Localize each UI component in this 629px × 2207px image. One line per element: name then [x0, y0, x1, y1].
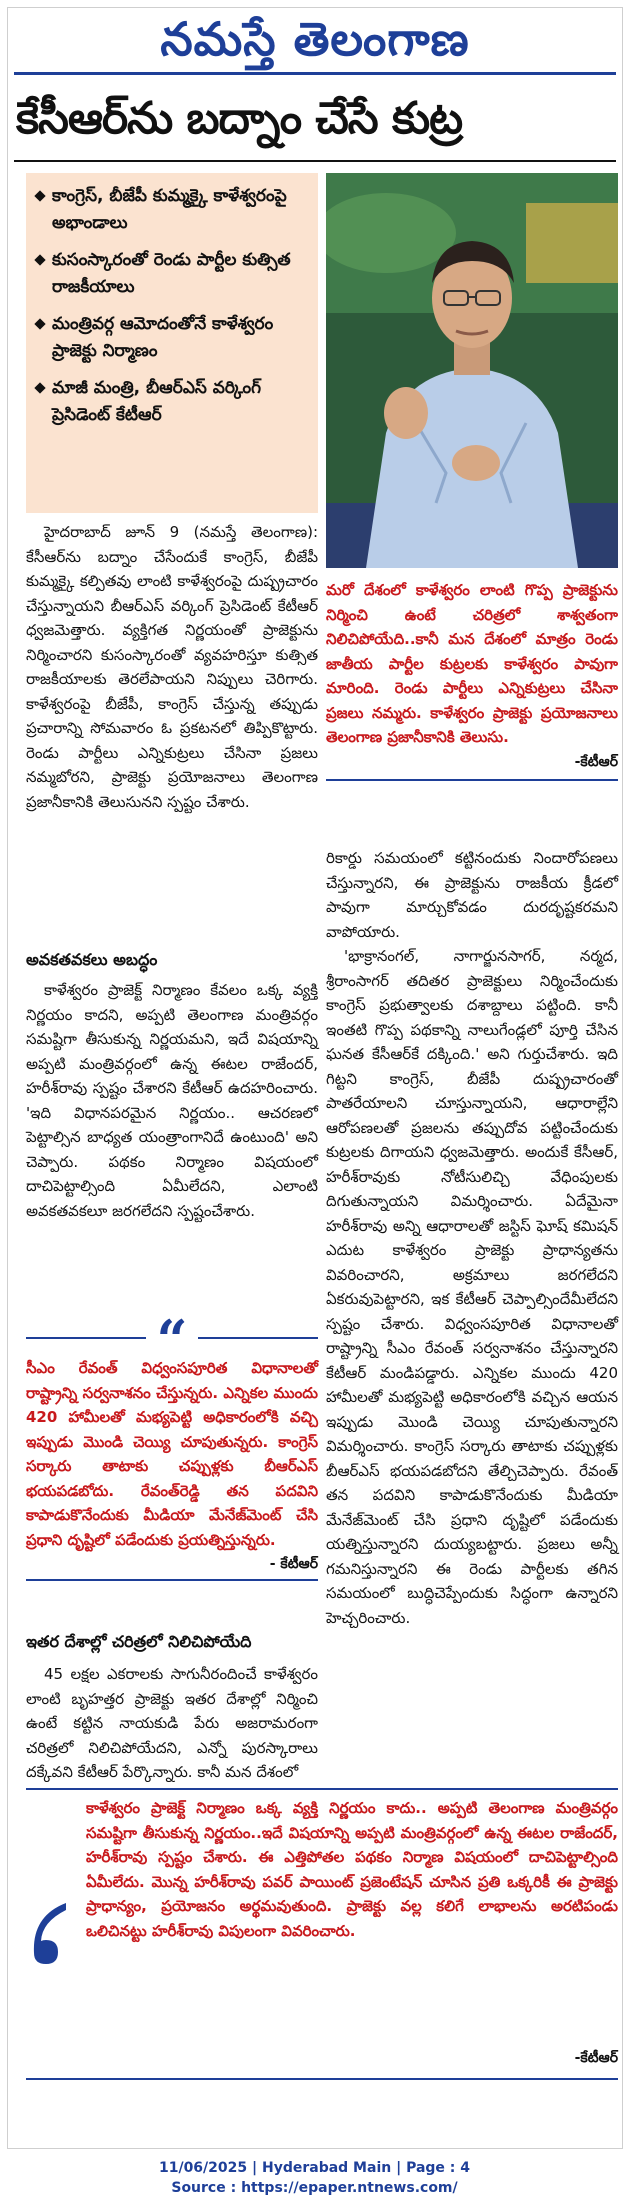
quote-rule-right [198, 1337, 318, 1339]
quote-icon [26, 1898, 74, 1968]
subhead-text: ఇతర దేశాల్లో చరిత్రలో నిలిచిపోయేది [26, 1632, 252, 1651]
masthead-title: నమస్తే తెలంగాణ [160, 12, 470, 66]
lead-paragraph: హైదరాబాద్‌ జూన్‌ 9 (నమస్తే తెలంగాణ): కేసీఆర్‌ను బద్నాం చేసేందుకే కాంగ్రెస్‌, బీజేపీ కుమ్మక్కై కల్పితవు లాంటి కాళేశ్వరంపై దుష్ప్రచారం చేస్తున్నాయని బీఆర్‌ఎస్‌ వర్కింగ్‌ ప్రెసిడెంట్‌ కేటీఆర్‌ ధ్వజమెత్తారు. వ్యక్తిగత నిర్ణయంతో ప్రాజెక్టును నిర్మించారని కుసంస్కారంతో వ్యవహరిస్తూ కుత్సిత రాజకీయాలకు తెరలేపాయని నిప్పులు చెరిగారు. కాళేశ్వరంపై బీజేపీ, కాంగ్రెస్‌ చేస్తున్న తప్పుడు ప్రచారాన్ని సోమవారం ఓ ప్రకటనలో తిప్పికొట్టారు. రెండు పార్టీలు ఎన్నికుట్రలు చేసినా ప్రజలు నమ్మబోరని, ప్రాజెక్టు ప్రయోజనాలు తెలంగాణ ప్రజానీకానికి తెలుసునని స్పష్టం చేశారు. [26, 523, 318, 811]
left-quote-text: సీఎం రేవంత్‌ విధ్వంసపూరిత విధానాలతో రాష్ట్రాన్ని సర్వనాశనం చేస్తున్నరు. ఎన్నికల ముందు 420 హామీలతో మభ్యపెట్టి అధికారంలోకి వచ్చి ఇప్పుడు మొండి చెయ్యి చూపుతున్నరు. కాంగ్రెస్‌ సర్కారు తాటాకు చప్పుళ్లకు బీఆర్‌ఎస్‌ భయపడబోదు. రేవంత్‌రెడ్డి తన పదవిని కాపాడుకొనేందుకు మీడియా మేనేజ్‌మెంట్‌ చేసి ప్రధాని దృష్టిలో పడేందుకు ప్రయత్నిస్తున్నరు. [26, 1359, 318, 1549]
masthead [8, 8, 622, 70]
paragraph-3: 45 లక్షల ఎకరాలకు సాగునీరందించే కాళేశ్వరం లాంటి బృహత్తర ప్రాజెక్టు ఇతర దేశాల్లో నిర్మించి ఉంటే కట్టిన నాయకుడి పేరు అజరామరంగా చరిత్రలో నిలిచిపోయేదని, ఎన్నో పురస్కారాలు దక్కేవని కేటీఆర్‌ పేర్కొన్నారు. కానీ మన దేశంలో [26, 1665, 318, 1781]
section-subhead-2 [26, 1630, 318, 1785]
headline-text: కేసీఆర్‌ను బద్నాం చేసే కుట్ర [16, 93, 463, 144]
paragraph-2: కాళేశ్వరం ప్రాజెక్ట్‌ నిర్మాణం కేవలం ఒక్క వ్యక్తి నిర్ణయం కాదని, అప్పటి తెలంగాణ మంత్రివర్గం సమష్టిగా తీసుకున్న నిర్ణయమని, ఇదే విషయాన్ని అప్పటి మంత్రివర్గంలో ఉన్న ఈటల రాజేందర్‌, హరీశ్‌రావు స్పష్టం చేశారని కేటీఆర్‌ ఉదహరించారు. 'ఇది విధానపరమైన నిర్ణయం.. ఆచరణలో పెట్టాల్సిన బాధ్యత యంత్రాంగానిదే ఉంటుంది' అని చెప్పారు. పథకం నిర్మాణం విషయంలో దాచిపెట్టాల్సింది ఏమీలేదని, ఎలాంటి అవకతవకలూ జరగలేదని స్పష్టంచేశారు. [26, 981, 318, 1220]
highlight-item: కుసంస్కారంతో రెండు పార్టీల కుత్సిత రాజకీయాలు [36, 247, 308, 301]
quote-header [26, 1308, 318, 1372]
left-quote-attribution: - కేటీఆర్‌ [269, 1556, 318, 1572]
lead-article-column [26, 520, 318, 814]
footer-date: 11/06/2025 | Hyderabad Main | Page : 4 [158, 2160, 471, 2176]
left-quote-rule [26, 1579, 318, 1581]
newspaper-clipping [7, 7, 623, 2149]
right-article-column [326, 846, 618, 1630]
highlight-item: మాజీ మంత్రి, బీఆర్‌ఎస్‌ వర్కింగ్‌ ప్రెసిడెంట్‌ కేటీఆర్‌ [36, 375, 308, 429]
section-subhead-1 [26, 948, 318, 1223]
headline [16, 80, 614, 158]
masthead-rule [14, 72, 616, 75]
headline-rule [14, 160, 616, 162]
quote-rule-left [26, 1337, 146, 1339]
highlight-item: కాంగ్రెస్‌, బీజేపీ కుమ్మక్కై కాళేశ్వరంపై అభాండాలు [36, 183, 308, 237]
right-paragraph-1: రికార్డు సమయంలో కట్టినందుకు నిందారోపణలు చేస్తున్నారని, ఈ ప్రాజెక్టును రాజకీయ క్రీడలో పావుగా మార్చుకోవడం దురదృష్టకరమని వాపోయారు. [326, 849, 618, 941]
bottom-quote-attribution: -కేటీఆర్‌ [574, 2050, 618, 2066]
highlights-box [26, 173, 318, 513]
right-quote-attribution: -కేటీఆర్‌ [574, 753, 618, 770]
person-photo-illustration [326, 173, 618, 568]
right-quote-box [326, 578, 618, 781]
bottom-quote-box [26, 1788, 618, 2092]
bottom-quote-rule-bottom [26, 2078, 618, 2080]
right-quote-text: మరో దేశంలో కాళేశ్వరం లాంటి గొప్ప ప్రాజెక్టును నిర్మించి ఉంటే చరిత్రలో శాశ్వతంగా నిలిచిపోయేది..కానీ మన దేశంలో మాత్రం రెండు జాతీయ పార్టీల కుట్రలకు కాళేశ్వరం పావుగా మారింది. రెండు పార్టీలు ఎన్నికుట్రలు చేసినా ప్రజలు నమ్మరు. కాళేశ్వరం ప్రాజెక్టు ప్రయోజనాలు తెలంగాణ ప్రజానీకానికి తెలుసు. [326, 581, 618, 746]
bottom-quote-rule-top [26, 1788, 618, 1790]
ktr-photo [326, 173, 618, 568]
subhead-text: అవకతవకలు అబద్ధం [26, 950, 158, 969]
highlight-item: మంత్రివర్గ ఆమోదంతోనే కాళేశ్వరం ప్రాజెక్టు నిర్మాణం [36, 311, 308, 365]
left-quote-box [26, 1308, 318, 1581]
bottom-quote-text: కాళేశ్వరం ప్రాజెక్ట్‌ నిర్మాణం ఒక్క వ్యక్తి నిర్ణయం కాదు.. అప్పటి తెలంగాణ మంత్రివర్గం సమష్టిగా తీసుకున్న నిర్ణయం..ఇదే విషయాన్ని అప్పటి మంత్రివర్గంలో ఉన్న ఈటల రాజేందర్‌, హరీశ్‌రావు స్పష్టం చేశారు. ఈ ఎత్తిపోతల పథకం నిర్మాణ విషయంలో దాచిపెట్టాల్సింది ఏమీలేదు. మొన్న హరీశ్‌రావు పవర్‌ పాయింట్‌ ప్రజెంటేషన్‌ చూసిన ప్రతి ఒక్కరికీ ఈ ప్రాజెక్టు ప్రాధాన్యం, ప్రయోజనం అర్థమవుతుంది. ప్రాజెక్టు వల్ల కలిగే లాభాలను అరటిపండు ఒలిచినట్టు హరీశ్‌రావు విపులంగా వివరించారు. [86, 1799, 618, 1940]
quote-mark-icon: “ [156, 1308, 188, 1372]
right-paragraph-2: 'భాక్రానంగల్‌, నాగార్జునసాగర్‌, నర్మద, శ్రీరాంసాగర్‌ తదితర ప్రాజెక్టులు నిర్మించేందుకు కాంగ్రెస్‌ ప్రభుత్వాలకు దశాబ్దాలు పట్టింది. కానీ ఇంతటి గొప్ప పథకాన్ని నాలుగేండ్లలో పూర్తి చేసిన ఘనత కేసీఆర్‌కే దక్కింది.' అని గుర్తుచేశారు. ఇది గిట్టని కాంగ్రెస్‌, బీజేపీ దుష్ప్రచారంతో పాతరేయాలని చూస్తున్నాయని, ఆధారాల్లేని ఆరోపణలతో ప్రజలను తప్పుదోవ పట్టించేందుకు కుట్రలకు దిగాయని ధ్వజమెత్తారు. అందుకే కేసీఆర్‌, హరీశ్‌రావుకు నోటీసులిచ్చి వేధింపులకు దిగుతున్నాయని విమర్శించారు. ఏదేమైనా హరీశ్‌రావు అన్ని ఆధారాలతో జస్టిస్‌ ఘోష్‌ కమిషన్‌ ఎదుట కాళేశ్వరం ప్రాజెక్టు ప్రాధాన్యతను వివరించారని, అక్రమాలు జరగలేదని ఏకరువుపెట్టారని, ఇక కేటీఆర్‌ చెప్పాల్సిందేమీలేదని స్పష్టం చేశారు. విధ్వంసపూరిత విధానాలతో రాష్ట్రాన్ని సీఎం రేవంత్‌ సర్వనాశనం చేస్తున్నారని కేటీఆర్‌ మండిపడ్డారు. ఎన్నికల ముందు 420 హామీలతో మభ్యపెట్టి అధికారంలోకి వచ్చిన ఆయన ఇప్పుడు మొండి చెయ్యి చూపుతున్నారని విమర్శించారు. కాంగ్రెస్‌ సర్కారు తాటాకు చప్పుళ్లకు బీఆర్‌ఎస్‌ భయపడబోదని తేల్చిచెప్పారు. రేవంత్‌ తన పదవిని కాపాడుకొనేందుకు మీడియా మేనేజ్‌మెంట్‌ చేసి ప్రధాని దృష్టిలో పడేందుకు యత్నిస్తున్నారని దుయ్యబట్టారు. ప్రజలు అన్నీ గమనిస్తున్నారని ఈ రెండు పార్టీలకు తగిన సమయంలో బుద్ధిచెప్పేందుకు సిద్ధంగా ఉన్నారని హెచ్చరించారు. [326, 947, 618, 1627]
footer-source: Source : https://epaper.ntnews.com/ [171, 2180, 458, 2196]
right-quote-rule [326, 779, 618, 781]
